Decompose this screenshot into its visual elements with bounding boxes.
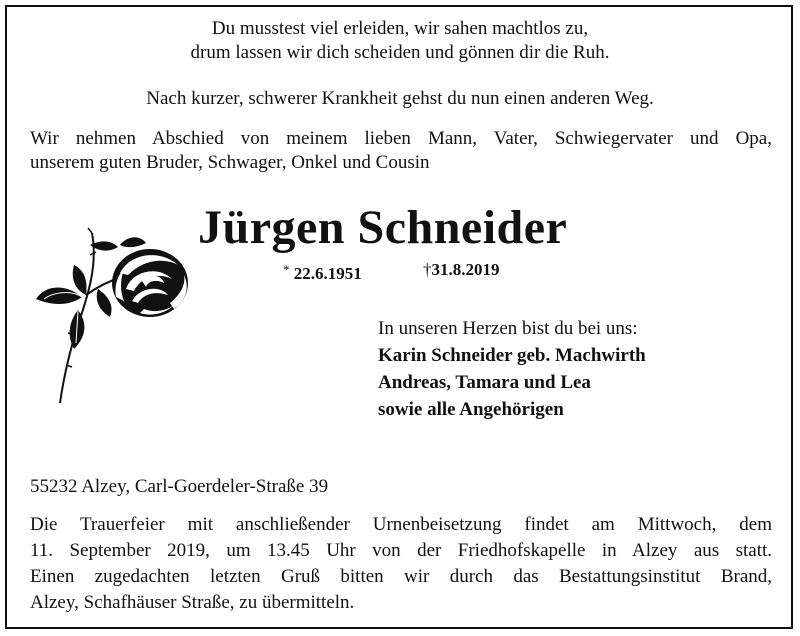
- ceremony-line-2: 11. September 2019, um 13.45 Uhr von der Friedhofskapelle in Alzey aus statt.: [30, 540, 772, 561]
- deceased-name: Jürgen Schneider: [198, 201, 568, 254]
- mourner-name-3: sowie alle Angehörigen: [378, 399, 564, 420]
- ceremony-line-1: Die Trauerfeier mit anschließender Urnenbeisetzung findet am Mittwoch, dem: [30, 514, 772, 535]
- mourner-name-1: Karin Schneider geb. Machwirth: [378, 345, 646, 366]
- birth-date-value: 22.6.1951: [293, 264, 362, 283]
- birth-date: [283, 260, 362, 284]
- death-date-value: 31.8.2019: [431, 260, 500, 279]
- farewell-line-1: Wir nehmen Abschied von meinem lieben Mann, Vater, Schwiegervater und Opa,: [30, 128, 772, 149]
- ceremony-line-3: Einen zugedachten letzten Gruß bitten wir durch das Bestattungsinstitut Brand,: [30, 566, 772, 587]
- birth-symbol: *: [283, 262, 290, 277]
- farewell-line-2: unserem guten Bruder, Schwager, Onkel und Cousin: [30, 152, 430, 173]
- ceremony-line-4: Alzey, Schafhäuser Straße, zu übermitteln.: [30, 592, 355, 613]
- mourner-name-2: Andreas, Tamara und Lea: [378, 372, 591, 393]
- address: 55232 Alzey, Carl-Goerdeler-Straße 39: [30, 476, 329, 497]
- intro-text: Nach kurzer, schwerer Krankheit gehst du nun einen anderen Weg.: [146, 88, 654, 109]
- poem-line-1: Du musstest viel erleiden, wir sahen machtlos zu,: [211, 18, 589, 39]
- rose-icon: [30, 225, 200, 405]
- death-date: [423, 260, 500, 280]
- poem-line-2: drum lassen wir dich scheiden und gönnen dir die Ruh.: [190, 42, 610, 63]
- mourners-heading: In unseren Herzen bist du bei uns:: [378, 318, 638, 339]
- death-symbol: †: [423, 260, 432, 279]
